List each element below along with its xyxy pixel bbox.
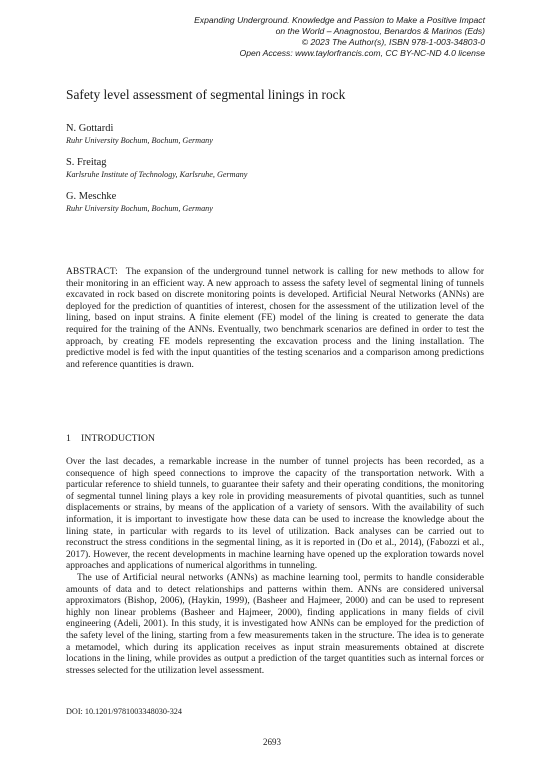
header-line-4: Open Access: www.taylorfrancis.com, CC BY-NC-ND 4.0 license xyxy=(239,48,485,58)
author-name: N. Gottardi xyxy=(66,123,114,134)
body-text xyxy=(66,457,484,677)
author-block-3 xyxy=(66,190,486,214)
header-line-1: Expanding Underground. Knowledge and Passion to Make a Positive Impact xyxy=(194,15,485,25)
section-number: 1 xyxy=(66,433,71,444)
paragraph: Over the last decades, a remarkable increase in the number of tunnel projects has been recorded, as a consequence of high speed connections to improve the capacity of the transportation network. With a particular reference to shield tunnels, to guarantee their safety and their operating conditions, the monitoring of segmental tunnel lining plays a key role in providing measurements of pivotal quantities, such as tunnel displacements or strains, by means of the application of a variety of sensors. With the availability of such information, it is important to investigate how these data can be used to increase the knowledge about the lining state, in particular with regards to its level of utilization. Back analyses can be carried out to reconstruct the stress conditions in the segmental lining, as it is reported in (Do et al., 2014), (Fabozzi et al., 2017). However, the recent developments in machine learning have opened up the exploration towards novel approaches and applications of numerical algorithms in tunneling. xyxy=(66,457,484,572)
author-block-1 xyxy=(66,122,486,146)
abstract-text: The expansion of the underground tunnel network is calling for new methods to allow for their monitoring in an efficient way. A new approach to assess the safety level of segmental lining of tunnels excavated in rock based on discrete monitoring points is developed. Artificial Neural Networks (ANNs) are deployed for the prediction of quantities of interest, chosen for the assessment of the utilization level of the lining, based on input strains. A finite element (FE) model of the lining is created to generate the data required for the training of the ANNs. Eventually, two benchmark scenarios are defined in order to test the approach, by creating FE models representing the excavation process and the lining installation. The predictive model is fed with the input quantities of the testing scenarios and a comparison among predictions and reference quantities is drawn. xyxy=(66,267,484,370)
author-name: S. Freitag xyxy=(66,157,107,168)
author-affiliation: Ruhr University Bochum, Bochum, Germany xyxy=(66,204,213,213)
abstract-label: ABSTRACT: xyxy=(66,267,118,277)
paragraph: The use of Artificial neural networks (ANNs) as machine learning tool, permits to handle considerable amounts of data and to detect relationships and patterns within them. ANNs are considered universal approximators (Bishop, 2006), (Haykin, 1999), (Basheer and Hajmeer, 2000) and can be used to represent highly non linear problems (Basheer and Hajmeer, 2000), finding applications in many fields of civil engineering (Adeli, 2001). In this study, it is investigated how ANNs can be employed for the prediction of the safety level of the lining, starting from a few measurements taken in the structure. The idea is to generate a metamodel, which during its application receives as input strain measurements obtained at discrete locations in the lining, while provides as output a prediction of the target quantities such as internal forces or stresses selected for the utilization level assessment. xyxy=(66,572,484,676)
header-line-3: © 2023 The Author(s), ISBN 978-1-003-34803-0 xyxy=(301,37,485,47)
header-line-2: on the World – Anagnostou, Benardos & Marinos (Eds) xyxy=(275,26,485,36)
author-block-2 xyxy=(66,156,486,180)
section-heading xyxy=(66,433,486,445)
abstract xyxy=(66,267,484,371)
doi: DOI: 10.1201/9781003348030-324 xyxy=(66,707,182,716)
author-name: G. Meschke xyxy=(66,191,117,202)
paper-title: Safety level assessment of segmental linings in rock xyxy=(66,87,346,102)
section-title: INTRODUCTION xyxy=(81,433,156,444)
page-number: 2693 xyxy=(263,737,281,747)
author-affiliation: Karlsruhe Institute of Technology, Karlsruhe, Germany xyxy=(66,170,248,179)
publication-header xyxy=(65,15,485,59)
author-affiliation: Ruhr University Bochum, Bochum, Germany xyxy=(66,136,213,145)
